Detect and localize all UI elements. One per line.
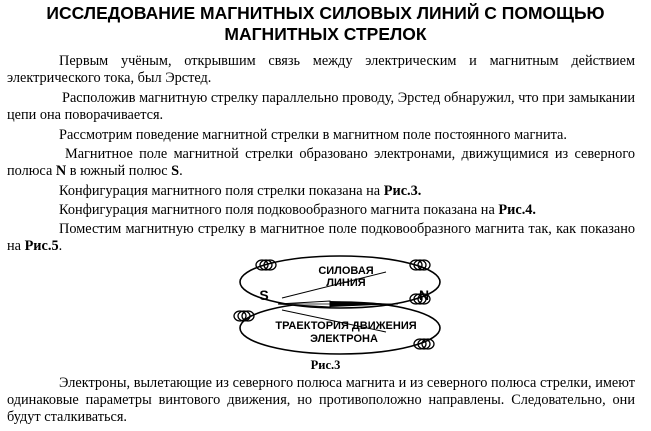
paragraph-electrons-collide (7, 375, 635, 426)
paragraph-oersted (7, 53, 635, 87)
figure-3-caption: Рис.3 (310, 358, 341, 372)
paragraph-needle-rotation-text: Расположив магнитную стрелку параллельно проводу, Эрстед обнаружил, что при замыкании цепи она поворачивается. (7, 90, 635, 123)
document-title (0, 3, 651, 45)
pole-south-label: S (259, 287, 269, 303)
paragraph-needle-config-text: Конфигурация магнитного поля стрелки показана на (59, 183, 384, 199)
paragraph-electrons-collide-text: Электроны, вылетающие из северного полюса магнита и из северного полюса стрелки, имеют одинаковые параметры винтового движения, но противоположно направлены. Следовательно, они будут сталкиваться. (7, 375, 635, 425)
north-pole-mark: N (55, 163, 67, 179)
paragraph-place-needle (7, 221, 635, 255)
paragraph-consider-behavior-text: Рассмотрим поведение магнитной стрелки в магнитном поле постоянного магнита. (59, 127, 567, 143)
paragraph-consider-behavior (7, 127, 635, 144)
south-pole-mark: S (171, 163, 180, 179)
paragraph-needle-field-text-2: в южный полюс (66, 163, 172, 179)
figure-4-reference: Рис.4. (498, 202, 536, 218)
paragraph-needle-field-end: . (179, 163, 183, 179)
paragraph-needle-field-text: Магнитное поле магнитной стрелки образовано электронами, движущимися из северного полюса (7, 146, 635, 179)
title-line-1: ИССЛЕДОВАНИЕ МАГНИТНЫХ СИЛОВЫХ ЛИНИЙ С ПОМОЩЬЮ (46, 3, 605, 23)
paragraph-oersted-text: Первым учёным, открывшим связь между электрическим и магнитным действием электрического тока, был Эрстед. (7, 53, 635, 86)
label-field-line-1: СИЛОВАЯ (318, 265, 374, 277)
figure-3-reference: Рис.3. (383, 183, 422, 199)
figure-3-diagram (220, 252, 460, 360)
label-electron: ЭЛЕКТРОНА (310, 333, 378, 345)
pole-north-label: N (418, 287, 430, 303)
label-field-line-2: ЛИНИЯ (326, 277, 366, 289)
paragraph-place-needle-text: Поместим магнитную стрелку в магнитное поле подковообразного магнита так, как показано на (7, 221, 635, 254)
paragraph-horseshoe-config-text: Конфигурация магнитного поля подковообразного магнита показана на (59, 202, 499, 218)
title-line-2: МАГНИТНЫХ СТРЕЛОК (224, 24, 427, 44)
paragraph-horseshoe-config (7, 202, 635, 219)
paragraph-needle-config (7, 183, 635, 200)
paragraph-needle-field (7, 146, 635, 180)
paragraph-place-needle-end: . (58, 238, 63, 254)
label-trajectory: ТРАЕКТОРИЯ ДВИЖЕНИЯ (275, 320, 417, 332)
figure-5-reference: Рис.5 (24, 238, 59, 254)
paragraph-needle-rotation (7, 90, 635, 124)
